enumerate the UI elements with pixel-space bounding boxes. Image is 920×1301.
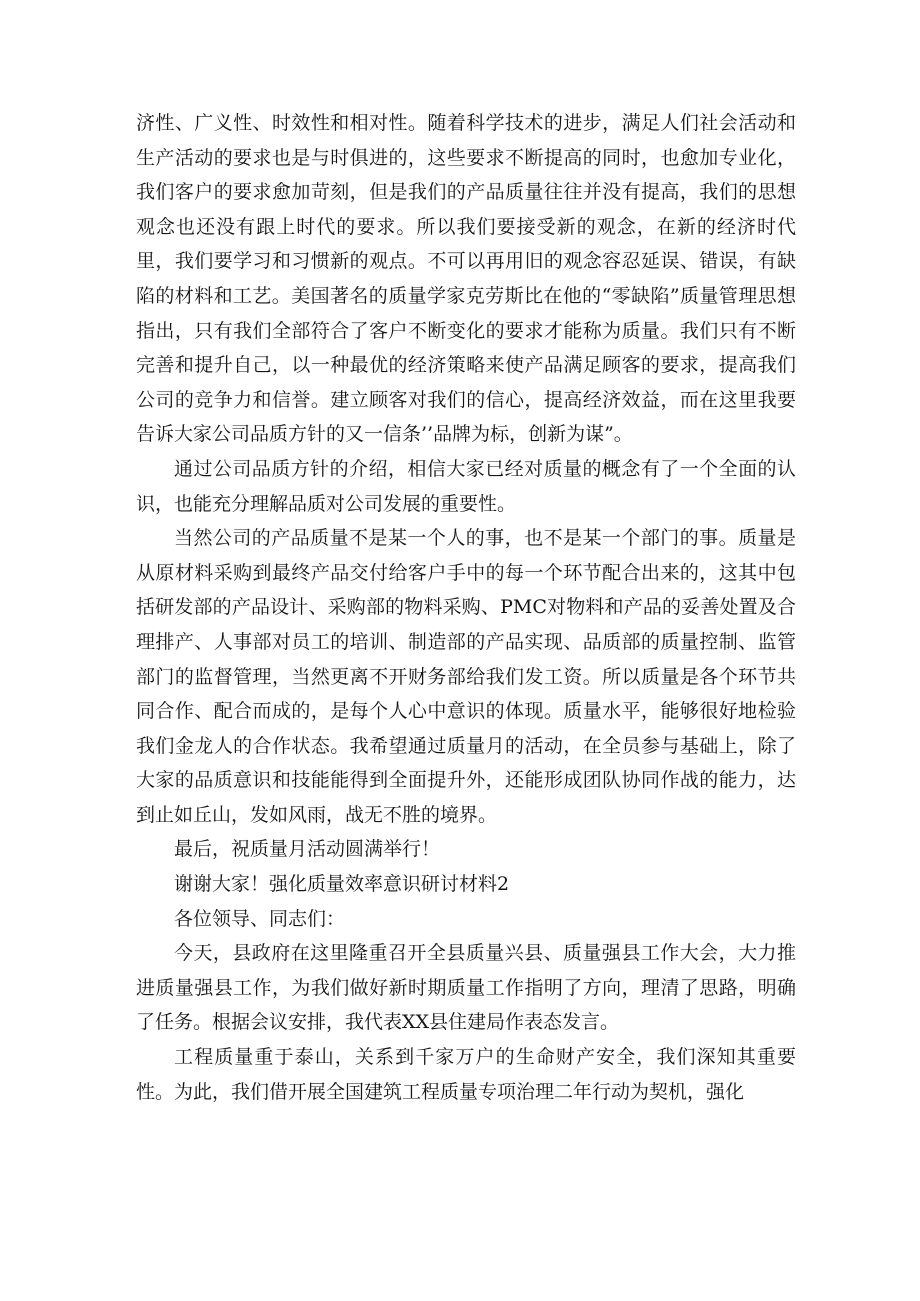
paragraph-salutation: 各位领导、同志们： xyxy=(174,907,346,930)
document-body xyxy=(136,106,796,1109)
paragraph-thanks-and-section-title: 谢谢大家！强化质量效率意识研讨材料2 xyxy=(174,873,510,896)
paragraph-department-cooperation: 当然公司的产品质量不是某一个人的事，也不是某一个部门的事。质量是从原材料采购到最终产品交付给客户手中的每一个环节配合出来的，这其中包括研发部的产品设计、采购部的物料采购、PMC对物料和产品的妥善处置及合理排产、人事部对员工的培训、制造部的产品实现、品质部的质量控制、监管部门的监督管理，当然更离不开财务部给我们发工资。所以质量是各个环节共同合作、配合而成的，是每个人心中意识的体现。质量水平，能够很好地检验我们金龙人的合作状态。我希望通过质量月的活动，在全员参与基础上，除了大家的品质意识和技能能得到全面提升外，还能形成团队协同作战的能力，达到止如丘山，发如风雨，战无不胜的境界。 xyxy=(136,527,796,826)
paragraph-engineering-quality: 工程质量重于泰山，关系到千家万户的生命财产安全，我们深知其重要性。为此，我们借开展全国建筑工程质量专项治理二年行动为契机，强化 xyxy=(136,1046,796,1103)
paragraph-county-meeting: 今天，县政府在这里隆重召开全县质量兴县、质量强县工作大会，大力推进质量强县工作，为我们做好新时期质量工作指明了方向，理清了思路，明确了任务。根据会议安排，我代表XX县住建局作表态发言。 xyxy=(136,942,796,1034)
paragraph-quality-concept-continued: 济性、广义性、时效性和相对性。随着科学技术的进步，满足人们社会活动和生产活动的要求也是与时俱进的，这些要求不断提高的同时，也愈加专业化，我们客户的要求愈加苛刻，但是我们的产品质量往往并没有提高，我们的思想观念也还没有跟上时代的要求。所以我们要接受新的观念，在新的经济时代里，我们要学习和习惯新的观点。不可以再用旧的观念容忍延误、错误，有缺陷的材料和工艺。美国著名的质量学家克劳斯比在他的“零缺陷”质量管理思想指出，只有我们全部符合了客户不断变化的要求才能称为质量。我们只有不断完善和提升自己，以一种最优的经济策略来使产品满足顾客的要求，提高我们公司的竞争力和信誉。建立顾客对我们的信心，提高经济效益，而在这里我要告诉大家公司品质方针的又一信条’’品牌为标，创新为谋”。 xyxy=(136,112,796,446)
paragraph-quality-policy-summary: 通过公司品质方针的介绍，相信大家已经对质量的概念有了一个全面的认识，也能充分理解品质对公司发展的重要性。 xyxy=(136,457,796,515)
paragraph-closing-wish: 最后，祝质量月活动圆满举行！ xyxy=(174,838,441,861)
